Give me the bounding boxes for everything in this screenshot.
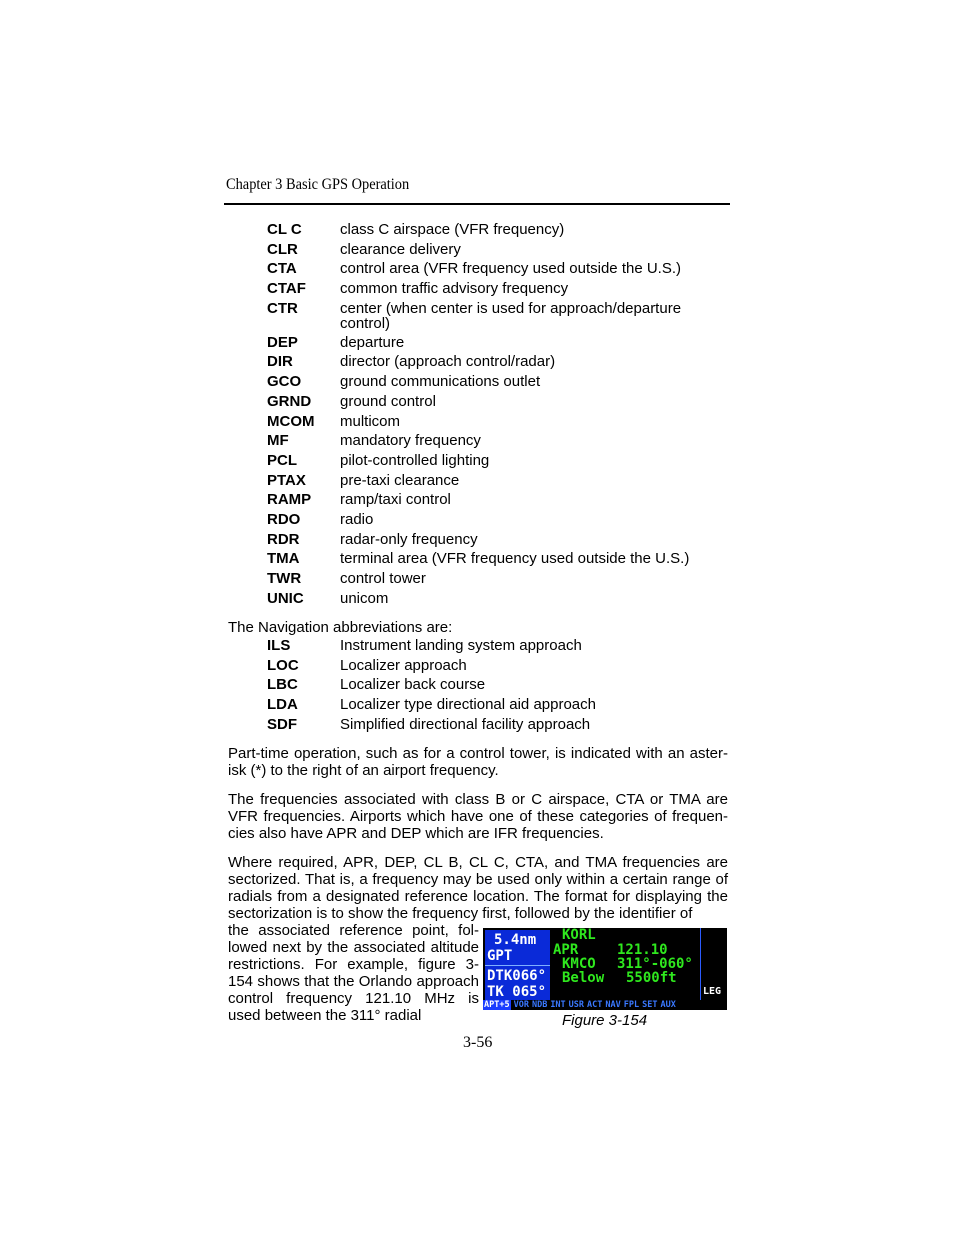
- abbr-code: GRND: [267, 392, 312, 410]
- page-group-item: AUX: [660, 1000, 676, 1010]
- abbr-row: [267, 532, 707, 552]
- abbr-desc: class C airspace (VFR frequency): [340, 221, 565, 238]
- navigation-abbreviation-list: [267, 638, 707, 736]
- abbr-row: [267, 591, 707, 611]
- abbr-code: DIR: [267, 353, 293, 371]
- page-number: 3-56: [463, 1034, 493, 1051]
- abbr-desc: Localizer type directional aid approach: [340, 696, 596, 714]
- frequency-type: APR: [553, 942, 579, 958]
- radial-range: 311°-060°: [617, 956, 693, 972]
- abbr-desc: unicom: [340, 589, 389, 607]
- abbr-row: [267, 335, 707, 355]
- abbr-code: MCOM: [267, 412, 315, 430]
- abbr-row: [267, 571, 707, 591]
- abbr-row: [267, 658, 707, 678]
- nav-abbreviations-heading: The Navigation abbreviations are:: [228, 619, 453, 636]
- chapter-header: Chapter 3 Basic GPS Operation: [226, 176, 410, 193]
- abbr-code: TMA: [267, 550, 300, 568]
- abbr-desc: common traffic advisory frequency: [340, 280, 569, 298]
- page-group-item: ACT: [587, 1000, 603, 1010]
- page-group-bar: [483, 1000, 727, 1010]
- abbr-desc: pre-taxi clearance: [340, 471, 460, 489]
- abbr-desc: multicom: [340, 412, 401, 430]
- track-readout: TK 065°: [487, 984, 547, 1000]
- page-group-item: VOR: [513, 1000, 529, 1010]
- gps-screen-figure: [483, 928, 727, 1010]
- abbr-code: PCL: [267, 451, 297, 469]
- abbr-desc: Localizer back course: [340, 676, 486, 694]
- header-rule: [224, 203, 730, 205]
- abbr-code: CTAF: [267, 280, 306, 298]
- figure-caption: Figure 3-154: [562, 1012, 648, 1029]
- abbr-code: RAMP: [267, 491, 312, 509]
- abbr-desc: pilot-controlled lighting: [340, 451, 490, 469]
- paragraph-sectorization: Where required, APR, DEP, CL B, CL C, CTA, and TMA frequencies are sectorized. That is, a frequency may be used only within a certain range of radials from a designated reference location. The format for displaying the sectorization is to show the frequency first, followed by the identifier of: [228, 854, 728, 922]
- abbr-code: CLR: [267, 240, 298, 258]
- abbr-row: [267, 374, 707, 394]
- abbr-desc: control tower: [340, 570, 426, 587]
- frequency-value: 121.10: [617, 942, 668, 958]
- abbr-code: RDR: [267, 530, 300, 548]
- abbr-row: [267, 492, 707, 512]
- abbr-row: [267, 473, 707, 493]
- abbr-row: [267, 242, 707, 262]
- abbr-row: [267, 414, 707, 434]
- abbr-code: TWR: [267, 570, 302, 587]
- altitude-restriction: 5500ft: [626, 970, 677, 986]
- abbr-desc: center (when center is used for approach/departure control): [340, 299, 682, 332]
- abbr-desc: ramp/taxi control: [340, 491, 451, 509]
- abbr-desc: director (approach control/radar): [340, 353, 556, 371]
- abbr-row: [267, 261, 707, 281]
- abbr-row: [267, 281, 707, 301]
- abbr-desc: ground control: [340, 392, 436, 410]
- panel-divider: [485, 965, 550, 966]
- nav-status-panel: [485, 930, 550, 1000]
- abbr-desc: ground communications outlet: [340, 373, 541, 391]
- page-group-item: FPL: [623, 1000, 640, 1010]
- abbr-code: LOC: [267, 656, 299, 674]
- abbr-desc: Localizer approach: [340, 656, 467, 674]
- abbr-code: LDA: [267, 696, 298, 714]
- abbr-desc: Instrument landing system approach: [340, 637, 582, 654]
- page-group-active: APT+5: [484, 1000, 510, 1010]
- abbr-desc: clearance delivery: [340, 240, 461, 258]
- abbr-desc: terminal area (VFR frequency used outside the U.S.): [340, 550, 690, 568]
- mode-readout: GPT: [487, 948, 513, 964]
- abbr-row: [267, 433, 707, 453]
- abbr-code: ILS: [267, 637, 291, 654]
- screen-divider: [700, 928, 701, 1000]
- abbr-desc: departure: [340, 333, 405, 351]
- abbr-row: [267, 453, 707, 473]
- reference-point: KMCO: [562, 956, 596, 972]
- abbr-row: [267, 638, 707, 658]
- leg-mode-indicator: LEG: [703, 986, 722, 997]
- abbr-desc: radar-only frequency: [340, 530, 478, 548]
- distance-readout: 5.4nm: [494, 932, 537, 948]
- abbr-code: UNIC: [267, 589, 304, 607]
- frequency-page: [553, 928, 703, 1000]
- abbr-code: CL C: [267, 221, 302, 238]
- paragraph-vfr-frequencies: The frequencies associated with class B or C airspace, CTA or TMA are VFR frequencies. Airports which have one of these categories of frequen-cies also have APR and DEP which are IFR frequencies.: [228, 791, 728, 842]
- page-group-item: NAV: [605, 1000, 621, 1010]
- page-group-item: USR: [568, 1000, 585, 1010]
- abbr-code: RDO: [267, 510, 301, 528]
- abbr-code: CTR: [267, 299, 298, 317]
- abbr-code: CTA: [267, 260, 297, 278]
- paragraph-sectorization-example: the associated reference point, fol-lowed next by the associated altitude restrictions. For example, figure 3-154 shows that the Orlando approach control frequency 121.10 MHz is used between the 311° radial: [228, 922, 479, 1024]
- frequency-abbreviation-list: [267, 222, 707, 610]
- desired-track-readout: DTK066°: [487, 968, 547, 984]
- page-group-item: INT: [550, 1000, 566, 1010]
- airport-identifier: KORL: [562, 927, 596, 943]
- abbr-code: DEP: [267, 333, 298, 351]
- abbr-row: [267, 551, 707, 571]
- page-group-item: NDB: [531, 1000, 548, 1010]
- abbr-row: [267, 677, 707, 697]
- abbr-desc: radio: [340, 510, 374, 528]
- abbr-desc: control area (VFR frequency used outside the U.S.): [340, 260, 682, 278]
- abbr-code: MF: [267, 432, 289, 450]
- abbr-desc: Simplified directional facility approach: [340, 715, 591, 733]
- abbr-row: [267, 717, 707, 737]
- abbr-row: [267, 222, 707, 242]
- abbr-row: [267, 697, 707, 717]
- abbr-row: [267, 301, 707, 335]
- altitude-qualifier: Below: [562, 970, 605, 986]
- abbr-row: [267, 394, 707, 414]
- abbr-row: [267, 512, 707, 532]
- abbr-desc: mandatory frequency: [340, 432, 481, 450]
- abbr-code: LBC: [267, 676, 298, 694]
- paragraph-part-time: Part-time operation, such as for a control tower, is indicated with an aster-isk (*) to the right of an airport frequency.: [228, 745, 728, 779]
- abbr-row: [267, 354, 707, 374]
- page-group-item: SET: [642, 1000, 658, 1010]
- abbr-code: GCO: [267, 373, 302, 391]
- abbr-code: PTAX: [267, 471, 306, 489]
- abbr-code: SDF: [267, 715, 297, 733]
